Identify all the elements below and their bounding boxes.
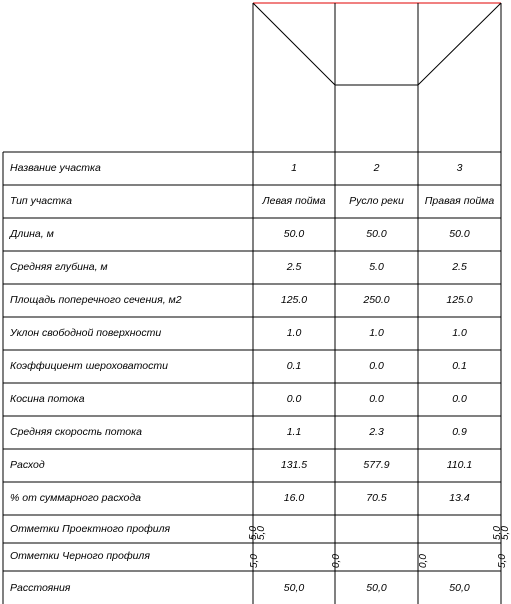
- row-label-ground-marks: Отметки Черного профиля: [10, 550, 150, 562]
- row-value: 577.9: [363, 459, 390, 471]
- ground-mark: 5,0: [249, 554, 260, 568]
- row-value: 0.0: [286, 393, 302, 405]
- row-value: 250.0: [363, 294, 390, 306]
- row-value: 125.0: [280, 294, 308, 306]
- row-value: 1.0: [369, 327, 384, 339]
- row-value: Русло реки: [349, 195, 404, 207]
- row-value: 0.9: [452, 426, 467, 438]
- design-mark: 5,0: [492, 526, 503, 540]
- row-value: 13.4: [449, 492, 470, 504]
- row-value: 1: [291, 162, 297, 174]
- row-value: 16.0: [283, 492, 305, 504]
- distance-value: 50,0: [283, 582, 305, 594]
- row-value: 2.3: [369, 426, 384, 438]
- row-label-avg-depth: Средняя глубина, м: [10, 261, 108, 273]
- row-value: 110.1: [446, 459, 473, 471]
- row-value: 0.1: [452, 360, 467, 372]
- row-value: 0.0: [452, 393, 467, 405]
- row-value: 0.0: [369, 360, 384, 372]
- row-value: 50.0: [449, 228, 470, 240]
- row-value: 1.0: [286, 327, 302, 339]
- row-value: 2: [373, 162, 380, 174]
- row-value: 125.0: [446, 294, 473, 306]
- ground-mark: 0,0: [418, 554, 429, 568]
- row-label-avg-velocity: Средняя скорость потока: [10, 426, 142, 438]
- row-label-distances: Расстояния: [10, 582, 71, 594]
- ground-mark: 5,0: [497, 554, 508, 568]
- row-label-design-marks: Отметки Проектного профиля: [10, 523, 171, 535]
- row-label-section-name: Название участка: [10, 162, 101, 174]
- row-label-section-type: Тип участка: [10, 195, 72, 207]
- distance-value: 50,0: [449, 582, 470, 594]
- row-value: 0.1: [286, 360, 302, 372]
- ground-mark: 0,0: [331, 554, 342, 568]
- row-value: 5.0: [369, 261, 384, 273]
- row-label-cross-section-area: Площадь поперечного сечения, м2: [10, 294, 182, 306]
- row-value: 2.5: [452, 261, 467, 273]
- row-value: Правая пойма: [424, 195, 495, 207]
- row-label-roughness: Коэффициент шероховатости: [10, 360, 168, 372]
- row-value: 50.0: [283, 228, 305, 240]
- row-value: 2.5: [286, 261, 302, 273]
- row-label-length: Длина, м: [10, 228, 54, 240]
- row-label-flow-skew: Косина потока: [10, 393, 85, 405]
- row-value: 70.5: [366, 492, 387, 504]
- design-mark: 5,0: [256, 526, 267, 540]
- row-value: 0.0: [369, 393, 384, 405]
- row-value: 50.0: [366, 228, 387, 240]
- design-mark: 5,0: [248, 526, 259, 540]
- row-label-discharge-percent: % от суммарного расхода: [10, 492, 141, 504]
- distance-value: 50,0: [366, 582, 387, 594]
- row-label-discharge: Расход: [10, 459, 45, 471]
- row-value: 1.1: [286, 426, 302, 438]
- row-value: 3: [456, 162, 463, 174]
- row-value: Левая пойма: [262, 195, 326, 207]
- channel-profile-line: [253, 3, 501, 85]
- row-value: 1.0: [452, 327, 467, 339]
- row-label-slope: Уклон свободной поверхности: [10, 327, 162, 339]
- row-value: 131.5: [280, 459, 308, 471]
- design-mark: 5,0: [500, 526, 511, 540]
